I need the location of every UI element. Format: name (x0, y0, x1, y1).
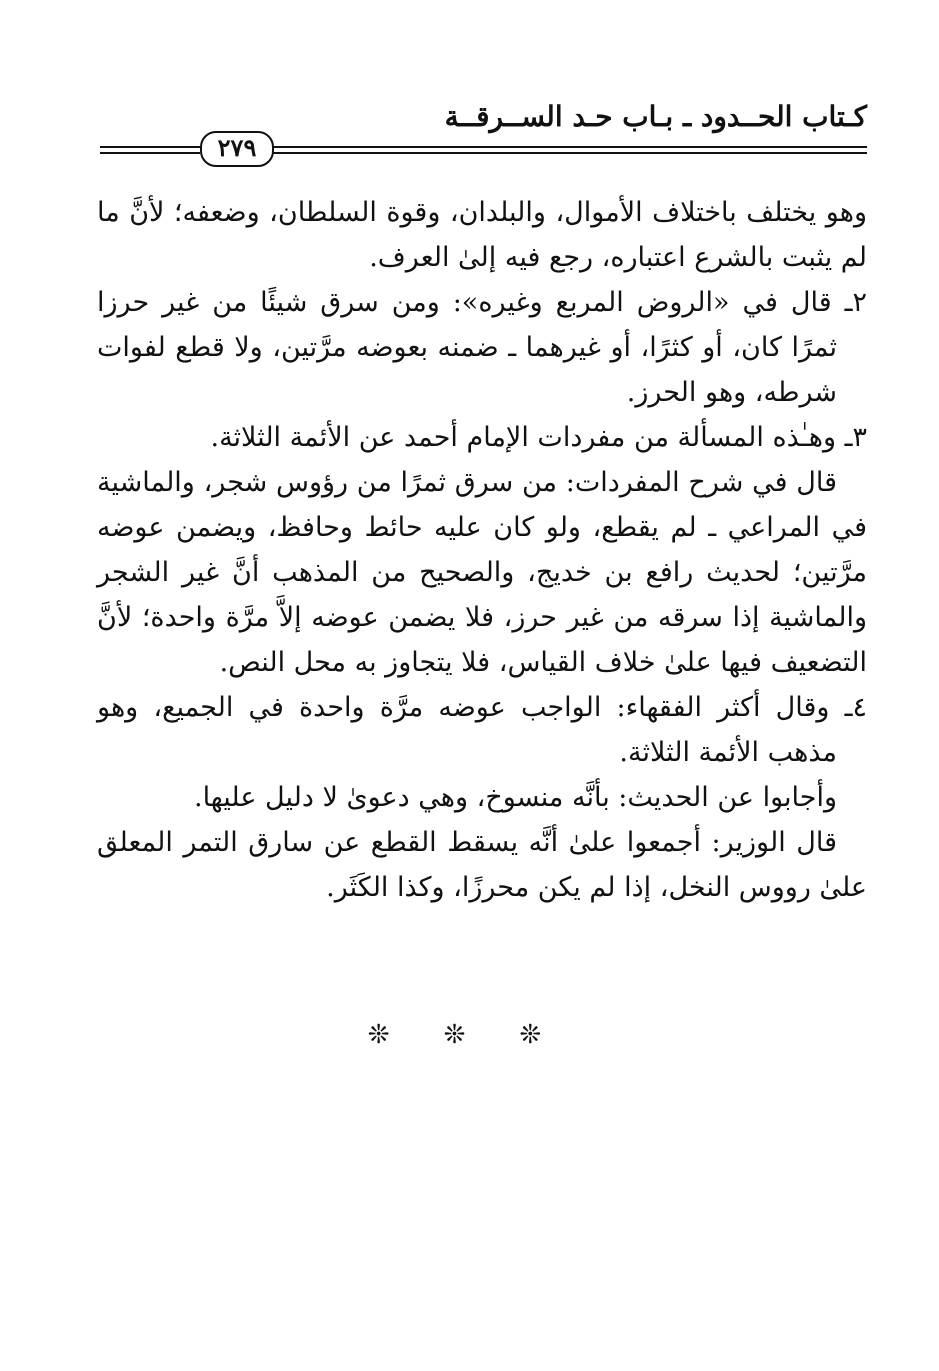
list-item-2: ٢ـ قال في «الروض المربع وغيره»: ومن سرق شيئًا من غير حرزا ثمرًا كان، أو كثرًا، أو غيرهما ـ ضمنه بعوضه مرَّتين، ولا قطع لفوات شرطه، وهو الحرز. (97, 287, 867, 408)
ornament-star-icon: ❊ (519, 1020, 572, 1050)
ornament-star-icon: ❊ (367, 1020, 420, 1050)
page-body (97, 190, 867, 910)
header-rule-right (273, 146, 867, 154)
page-number: ٢٧٩ (200, 131, 274, 167)
ornament-star-icon: ❊ (443, 1020, 496, 1050)
paragraph-reply: وأجابوا عن الحديث: بأنَّه منسوخ، وهي دعوىٰ لا دليل عليها. (194, 782, 837, 813)
section-end-ornaments (0, 1020, 939, 1050)
paragraph-continued: وهو يختلف باختلاف الأموال، والبلدان، وقوة السلطان، وضعفه؛ لأنَّ ما لم يثبت بالشرع اعتباره، رجع فيه إلىٰ العرف. (97, 197, 867, 273)
header-rule-left (100, 146, 200, 154)
paragraph-sharh-almufradat: قال في شرح المفردات: من سرق ثمرًا من رؤوس شجر، والماشية في المراعي ـ لم يقطع، ولو كان عليه حائط وحافظ، ويضمن عوضه مرَّتين؛ لحديث رافع بن خديج، والصحيح من المذهب أنَّ غير الشجر والماشية إذا سرقه من غير حرز، فلا يضمن عوضه إلاَّ مرَّة واحدة؛ لأنَّ التضعيف فيها علىٰ خلاف القياس، فلا يتجاوز به محل النص. (97, 467, 867, 678)
list-item-4: ٤ـ وقال أكثر الفقهاء: الواجب عوضه مرَّة واحدة في الجميع، وهو مذهب الأئمة الثلاثة. (97, 692, 867, 768)
running-title: كـتاب الحــدود ـ بـاب حـد الســرقــة (444, 100, 867, 133)
list-item-3: ٣ـ وهـٰذه المسألة من مفردات الإمام أحمد عن الأئمة الثلاثة. (210, 422, 867, 453)
paragraph-wazir: قال الوزير: أجمعوا علىٰ أنَّه يسقط القطع عن سارق التمر المعلق علىٰ رووس النخل، إذا لم يكن محرزًا، وكذا الكَثَر. (97, 827, 867, 903)
